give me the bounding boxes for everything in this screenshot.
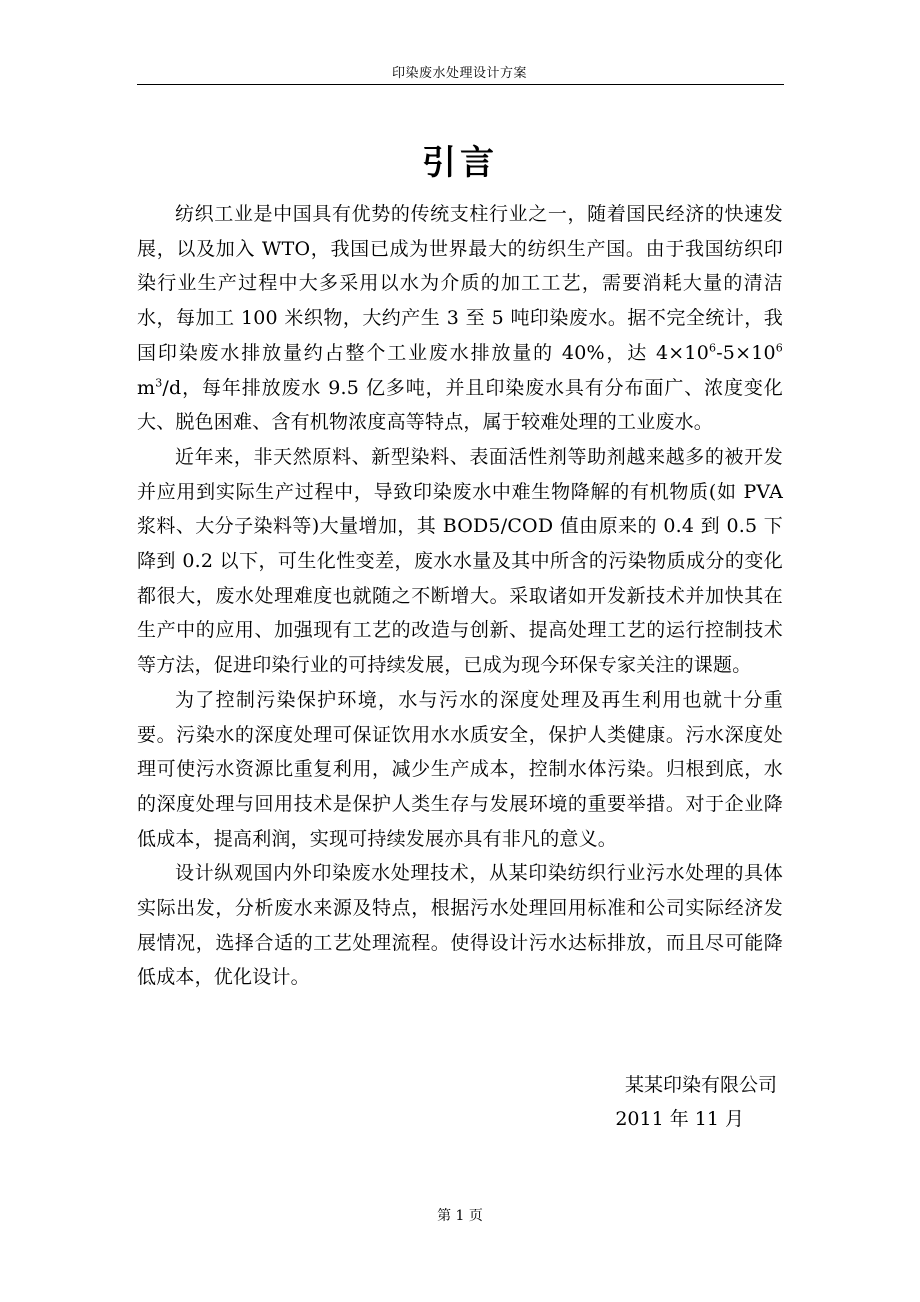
document-body <box>137 197 783 995</box>
paragraph-3: 为了控制污染保护环境，水与污水的深度处理及再生利用也就十分重要。污染水的深度处理可保证饮用水水质安全，保护人类健康。污水深度处理可使污水资源比重复利用，减少生产成本，控制水体污染。归根到底，水的深度处理与回用技术是保护人类生存与发展环境的重要举措。对于企业降低成本，提高利润，实现可持续发展亦具有非凡的意义。 <box>137 688 783 850</box>
page-number: 第 1 页 <box>437 1208 483 1224</box>
paragraph-1-text-c: m <box>137 376 156 399</box>
exponent-3: 3 <box>155 376 163 390</box>
paragraph-1 <box>137 197 783 440</box>
paragraph-4: 设计纵观国内外印染废水处理技术，从某印染纺织行业污水处理的具体实际出发，分析废水来源及特点，根据污水处理回用标准和公司实际经济发展情况，选择合适的工艺处理流程。使得设计污水达标排放，而且尽可能降低成本，优化设计。 <box>137 862 783 989</box>
paragraph-1-text-a: 纺织工业是中国具有优势的传统支柱行业之一，随着国民经济的快速发展，以及加入 WTO，我国已成为世界最大的纺织生产国。由于我国纺织印染行业生产过程中大多采用以水为介质的加工工艺，需要消耗大量的清洁水，每加工 100 米织物，大约产生 3 至 5 吨印染废水。据不完全统计，我国印染废水排放量约占整个工业废水排放量的 40%，达 4×10 <box>137 203 783 364</box>
exponent-1: 6 <box>708 341 717 355</box>
exponent-2: 6 <box>775 341 783 355</box>
company-name: 某某印染有限公司 <box>624 1074 777 1096</box>
header-divider <box>137 84 784 85</box>
signoff-date: 2011 年 11 月 <box>615 1108 744 1130</box>
signoff <box>615 1068 777 1136</box>
running-header: 印染废水处理设计方案 <box>391 66 527 81</box>
paragraph-1-text-b: -5×10 <box>716 341 776 364</box>
paragraph-2: 近年来，非天然原料、新型染料、表面活性剂等助剂越来越多的被开发并应用到实际生产过程中，导致印染废水中难生物降解的有机物质(如 PVA 浆料、大分子染料等)大量增加，其 BOD5/COD 值由原来的 0.4 到 0.5 下降到 0.2 以下，可生化性变差，废水水量及其中所含的污染物质成分的变化都很大，废水处理难度也就随之不断增大。采取诸如开发新技术并加快其在生产中的应用、加强现有工艺的改造与创新、提高处理工艺的运行控制技术等方法，促进印染行业的可持续发展，已成为现今环保专家关注的课题。 <box>137 445 783 677</box>
page-title: 引言 <box>422 142 498 183</box>
paragraph-1-text-d: /d，每年排放废水 9.5 亿多吨，并且印染废水具有分布面广、浓度变化大、脱色困难、含有机物浓度高等特点，属于较难处理的工业废水。 <box>137 376 783 434</box>
